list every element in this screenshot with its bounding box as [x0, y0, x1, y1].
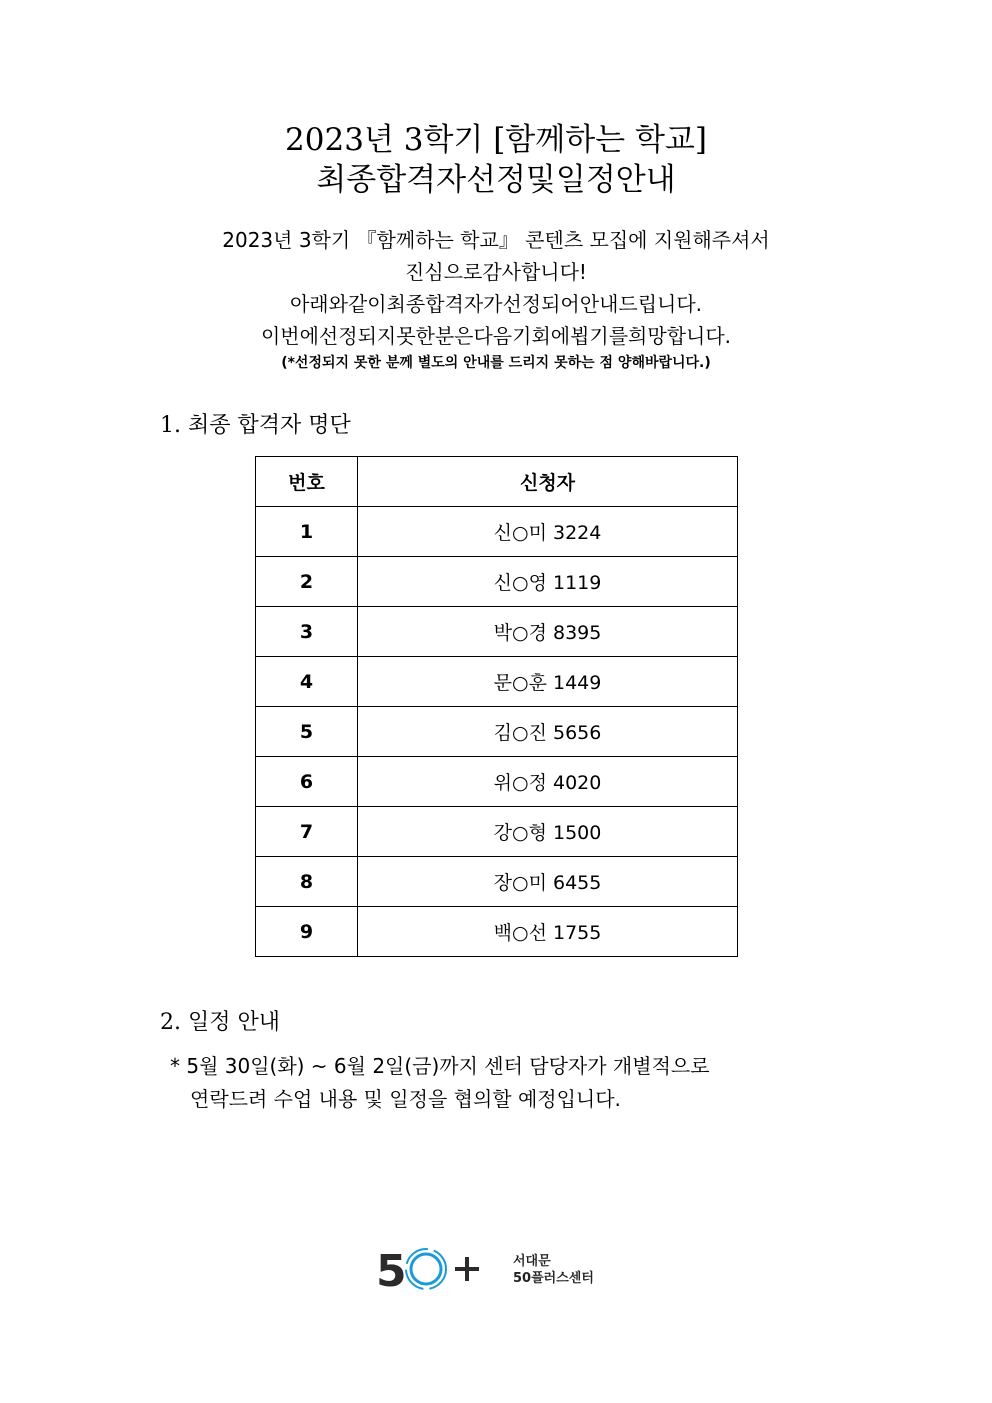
logo-ring-icon [411, 1254, 441, 1284]
row-number: 7 [256, 807, 358, 857]
row-number: 6 [256, 757, 358, 807]
row-number: 1 [256, 507, 358, 557]
column-header-applicant: 신청자 [358, 457, 738, 507]
row-number: 8 [256, 857, 358, 907]
row-number: 5 [256, 707, 358, 757]
row-number: 3 [256, 607, 358, 657]
document-title: 2023년 3학기 [함께하는 학교] [285, 122, 707, 158]
table-row [256, 757, 738, 807]
intro-line: 아래와같이최종합격자가선정되어안내드립니다. [289, 292, 703, 316]
logo-label-center: 50플러스센터 [513, 1271, 594, 1286]
table-row [256, 907, 738, 957]
table-row [256, 807, 738, 857]
table-row [256, 657, 738, 707]
table-row [256, 857, 738, 907]
table-row [256, 557, 738, 607]
column-header-number: 번호 [256, 457, 358, 507]
logo-label-district: 서대문 [513, 1254, 551, 1269]
intro-line: 2023년 3학기 『함께하는 학교』 콘텐츠 모집에 지원해주셔서 [222, 228, 770, 252]
logo-plus-vertical [465, 1257, 469, 1281]
schedule-line: 연락드려 수업 내용 및 일정을 협의할 예정입니다. [190, 1087, 621, 1111]
section-heading-roster: 1. 최종 합격자 명단 [160, 413, 351, 438]
applicant-name: 강○형 1500 [358, 807, 738, 857]
section-heading-schedule: 2. 일정 안내 [160, 1010, 280, 1035]
applicant-name: 위○정 4020 [358, 757, 738, 807]
applicant-name: 김○진 5656 [358, 707, 738, 757]
table-header-row [256, 457, 738, 507]
intro-note: (*선정되지 못한 분께 별도의 안내를 드리지 못하는 점 양해바랍니다.) [281, 355, 711, 371]
applicant-name: 박○경 8395 [358, 607, 738, 657]
row-number: 2 [256, 557, 358, 607]
intro-line: 이번에선정되지못한분은다음기회에뵙기를희망합니다. [260, 324, 732, 348]
logo-five: 5 [376, 1246, 407, 1297]
applicant-name: 신○영 1119 [358, 557, 738, 607]
table-row [256, 607, 738, 657]
applicant-name: 장○미 6455 [358, 857, 738, 907]
row-number: 4 [256, 657, 358, 707]
applicant-name: 문○훈 1449 [358, 657, 738, 707]
intro-line: 진심으로감사합니다! [405, 260, 587, 284]
table-row [256, 507, 738, 557]
row-number: 9 [256, 907, 358, 957]
applicant-name: 신○미 3224 [358, 507, 738, 557]
roster-table [255, 456, 738, 957]
applicant-name: 백○선 1755 [358, 907, 738, 957]
schedule-line: * 5월 30일(화) ~ 6월 2일(금)까지 센터 담당자가 개별적으로 [170, 1054, 710, 1078]
document-subtitle: 최종합격자선정및일정안내 [316, 162, 676, 198]
table-row [256, 707, 738, 757]
